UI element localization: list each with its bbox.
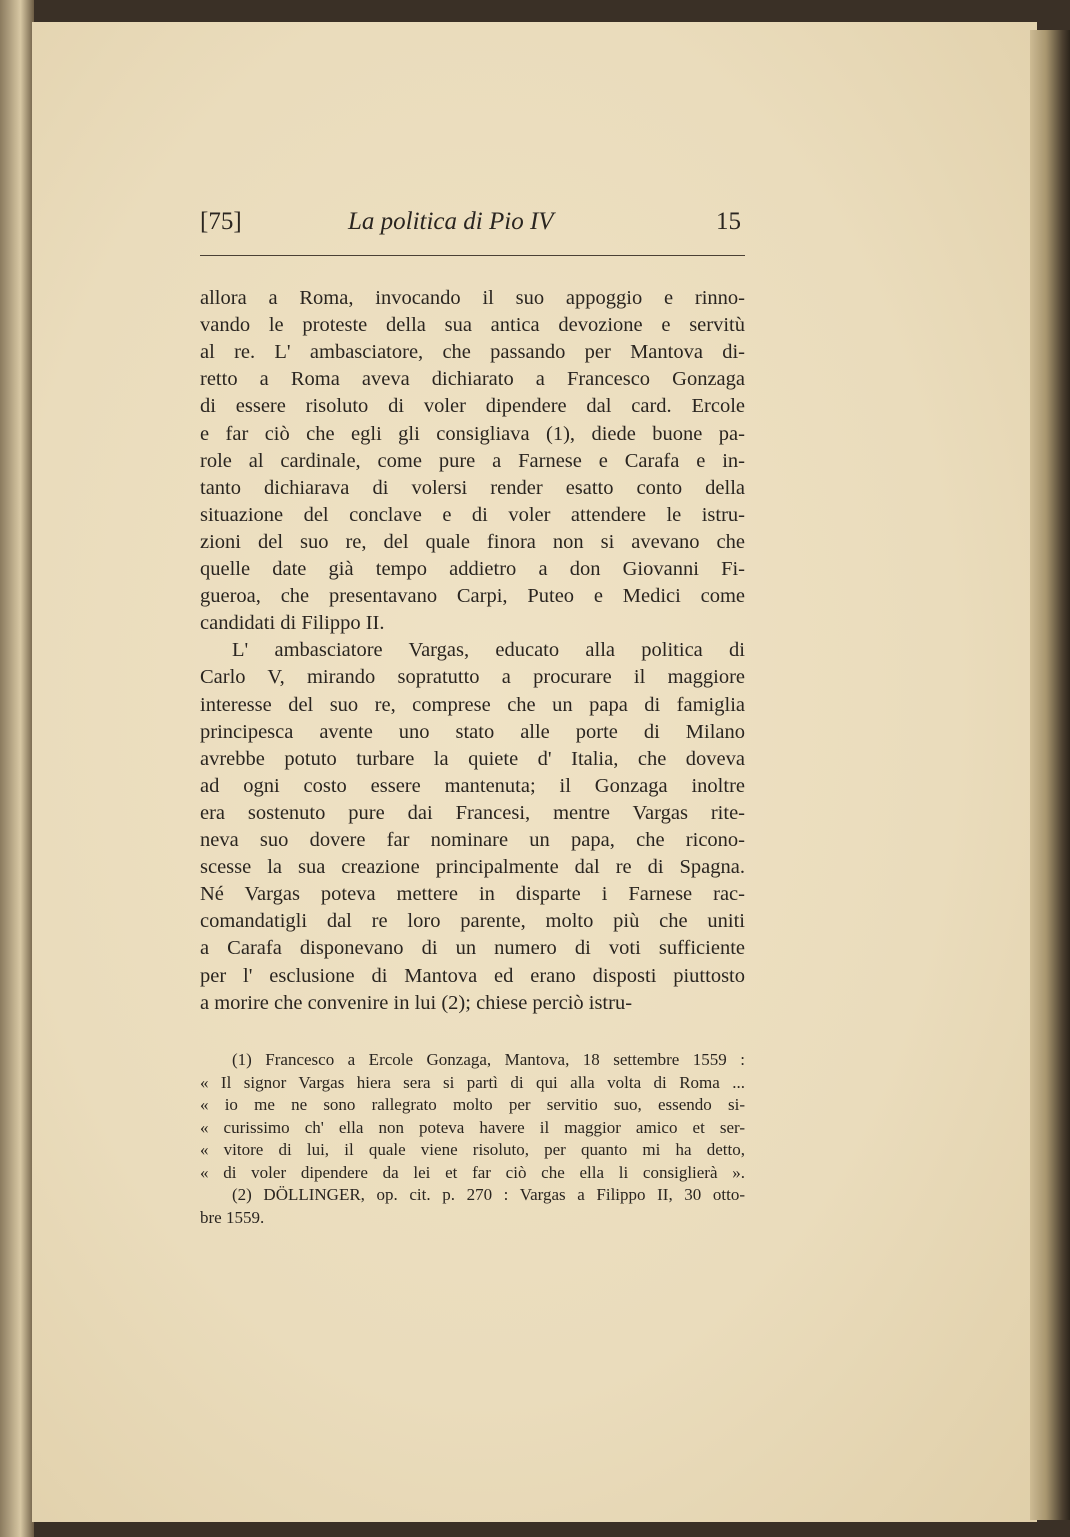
text-line: al re. L' ambasciatore, che passando per Mantova di-: [200, 341, 745, 364]
page-number-bracketed: [75]: [200, 208, 242, 235]
text-line: allora a Roma, invocando il suo appoggio e rinno-: [200, 287, 745, 309]
text-line: zioni del suo re, del quale finora non si avevano che: [200, 530, 745, 553]
text-line: role al cardinale, come pure a Farnese e Carafa e in-: [200, 449, 745, 472]
text-line: per l' esclusione di Mantova ed erano disposti piuttosto: [200, 964, 745, 987]
text-line: ad ogni costo essere mantenuta; il Gonzaga inoltre: [200, 774, 745, 797]
text-line: comandatigli dal re loro parente, molto più che uniti: [200, 910, 745, 933]
text-line: Né Vargas poteva mettere in disparte i Farnese rac-: [200, 883, 745, 906]
text-line: Carlo V, mirando sopratutto a procurare il maggiore: [200, 666, 745, 689]
footnote-line: (2) DÖLLINGER, op. cit. p. 270 : Vargas a Filippo II, 30 otto-: [232, 1185, 745, 1204]
text-line: interesse del suo re, comprese che un papa di famiglia: [200, 693, 745, 716]
footnote-line: « curissimo ch' ella non poteva havere il maggior amico et ser-: [200, 1117, 745, 1137]
text-line: neva suo dovere far nominare un papa, che ricono-: [200, 829, 745, 851]
text-line: a morire che convenire in lui (2); chiese perciò istru-: [200, 991, 633, 1014]
header-rule: [200, 255, 745, 256]
footnote-line: « di voler dipendere da lei et far ciò che ella li consiglierà ».: [200, 1162, 745, 1182]
running-title: La politica di Pio IV: [348, 208, 554, 235]
text-line: situazione del conclave e di voler attendere le istru-: [200, 503, 745, 526]
text-line: gueroa, che presentavano Carpi, Puteo e Medici come: [200, 585, 745, 608]
page-stack-edge: [1030, 30, 1070, 1520]
text-line: tanto dichiarava di volersi render esatto conto della: [200, 476, 745, 499]
text-line: avrebbe potuto turbare la quiete d' Italia, che doveva: [200, 747, 745, 770]
text-line: retto a Roma aveva dichiarato a Francesco Gonzaga: [200, 368, 745, 391]
footnote-line: bre 1559.: [200, 1207, 265, 1227]
footnote-line: « vitore di lui, il quale viene risoluto, per quanto mi ha detto,: [200, 1140, 745, 1159]
footnote-line: « io me ne sono rallegrato molto per servitio suo, essendo si-: [200, 1095, 745, 1114]
page-number: 15: [716, 208, 741, 235]
text-line: era sostenuto pure dai Francesi, mentre Vargas rite-: [200, 801, 745, 824]
book-page: [32, 22, 1037, 1522]
text-line: L' ambasciatore Vargas, educato alla politica di: [232, 639, 745, 662]
text-line: scesse la sua creazione principalmente dal re di Spagna.: [200, 856, 745, 879]
text-line: di essere risoluto di voler dipendere dal card. Ercole: [200, 395, 745, 418]
text-line: vando le proteste della sua antica devozione e servitù: [200, 314, 745, 337]
text-line: e far ciò che egli gli consigliava (1), diede buone pa-: [200, 422, 745, 445]
text-line: principesca avente uno stato alle porte di Milano: [200, 720, 745, 743]
footnote-line: (1) Francesco a Ercole Gonzaga, Mantova, 18 settembre 1559 :: [232, 1050, 745, 1069]
footnote-line: « Il signor Vargas hiera sera si partì di qui alla volta di Roma ...: [200, 1072, 745, 1092]
text-line: candidati di Filippo II.: [200, 612, 385, 635]
text-line: a Carafa disponevano di un numero di voti sufficiente: [200, 937, 745, 960]
text-line: quelle date già tempo addietro a don Giovanni Fi-: [200, 558, 745, 580]
facing-page-edge: [0, 0, 34, 1537]
